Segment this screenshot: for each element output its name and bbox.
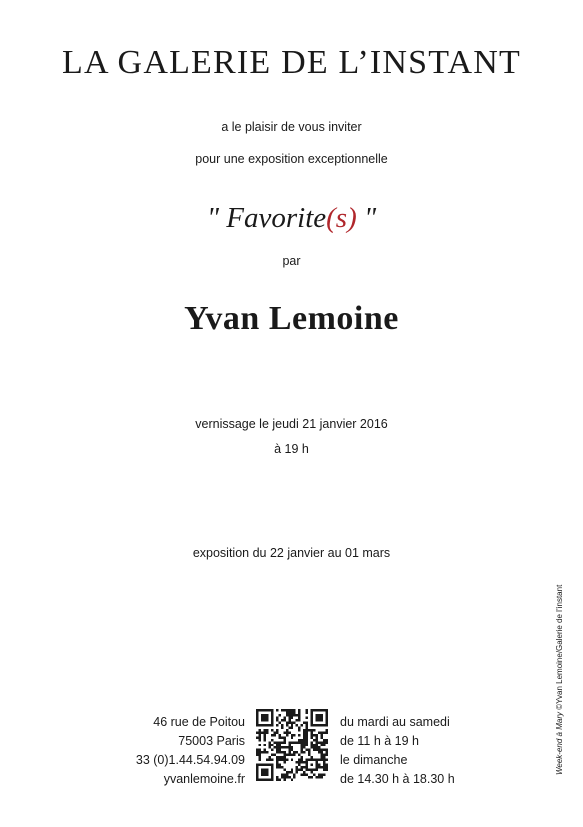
photo-credit [555, 585, 564, 775]
title-close-quote: " [356, 202, 377, 234]
opening-line: vernissage le jeudi 21 janvier 2016 [195, 417, 388, 431]
opening-hours-block [340, 713, 500, 789]
hours-weekdays-time: de 11 h à 19 h [340, 734, 420, 748]
exhibition-title [0, 202, 583, 235]
hours-sunday-time: de 14.30 h à 18.30 h [340, 772, 455, 786]
hours-weekdays: du mardi au samedi [340, 715, 450, 729]
invitation-line: a le plaisir de vous inviter [221, 120, 362, 134]
qr-code[interactable] [256, 709, 328, 781]
artist-name: Yvan Lemoine [184, 300, 399, 337]
address-phone: 33 (0)1.44.54.94.09 [135, 753, 245, 767]
credit-rest: ©Yvan Lemoine/Galerie de l’instant [555, 584, 564, 712]
address-city: 75003 Paris [178, 734, 245, 748]
address-block [100, 713, 245, 789]
gallery-title: LA GALERIE DE L’INSTANT [62, 44, 521, 81]
title-open-quote: " [206, 202, 227, 234]
title-accent: (s) [326, 202, 357, 234]
exhibition-line: pour une exposition exceptionnelle [195, 152, 388, 166]
address-street: 46 rue de Poitou [153, 715, 245, 729]
exhibition-dates: exposition du 22 janvier au 01 mars [192, 546, 391, 560]
opening-time: à 19 h [274, 442, 309, 456]
by-label: par [282, 254, 301, 268]
credit-work-title: Week-end à Mary [555, 712, 564, 775]
title-main: Favorite [226, 202, 327, 234]
address-website[interactable]: yvanlemoine.fr [163, 772, 245, 786]
hours-sunday: le dimanche [340, 753, 408, 767]
